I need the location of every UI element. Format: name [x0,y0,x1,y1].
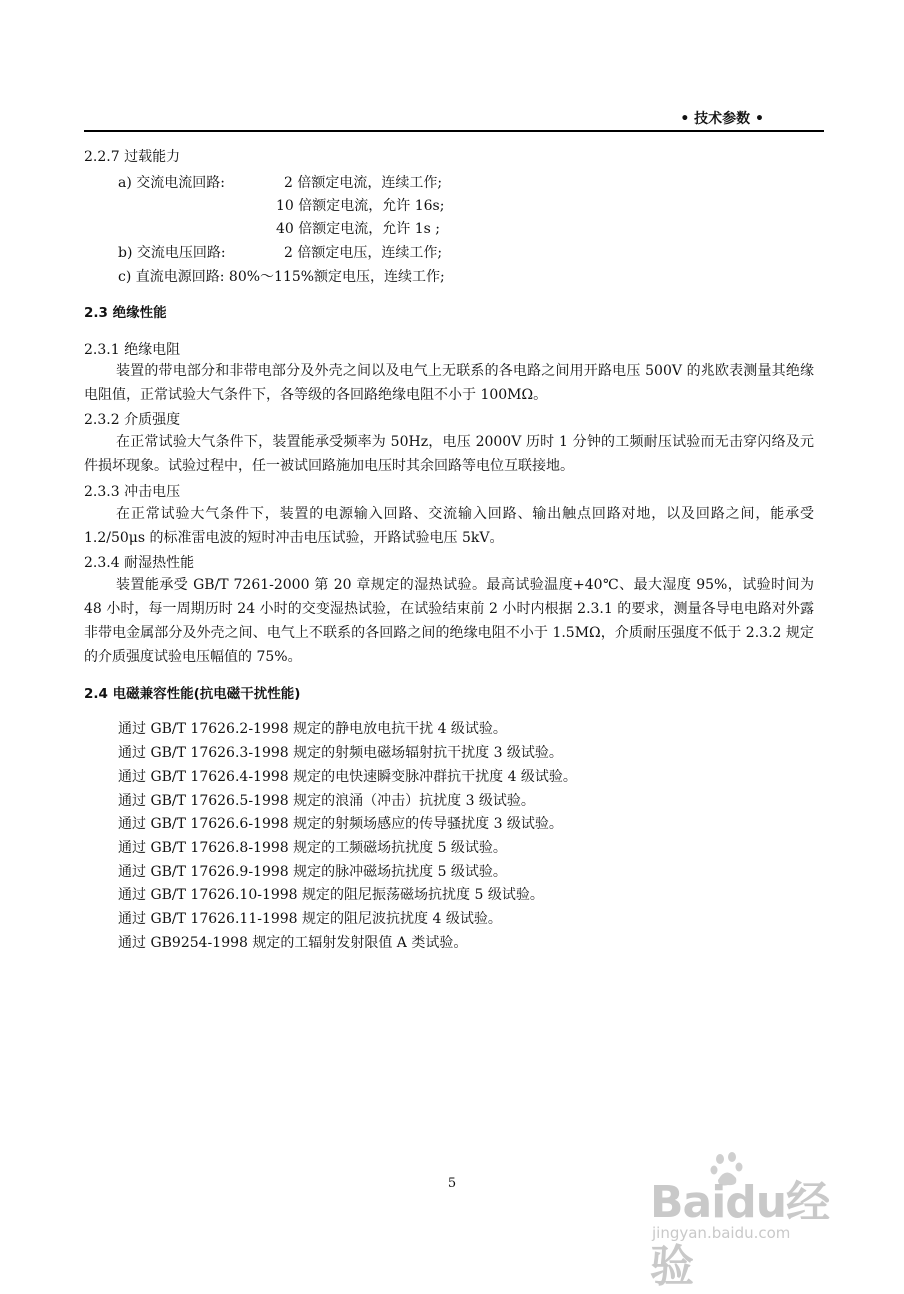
emc-item: 通过 GB/T 17626.6-1998 规定的射频场感应的传导骚扰度 3 级试验。 [118,816,563,832]
overload-b-label: b) 交流电压回路: [118,245,226,261]
section-2-4-heading: 2.4 电磁兼容性能(抗电磁干扰性能) [84,686,301,702]
section-2-3-3-text: 在正常试验大气条件下，装置的电源输入回路、交流输入回路、输出触点回路对地，以及回路之间，能承受 1.2/50μs 的标准雷电波的短时冲击电压试验，开路试验电压 5kV。 [84,506,814,546]
overload-a-line-3: 40 倍额定电流，允许 1s ; [276,221,440,237]
header-rule [84,130,824,132]
watermark-logo: Baidu经验 [650,1177,830,1292]
page-number: 5 [447,1176,457,1191]
section-2-3-heading: 2.3 绝缘性能 [84,305,167,321]
section-2-3-1-text: 装置的带电部分和非带电部分及外壳之间以及电气上无联系的各电路之间用开路电压 500V 的兆欧表测量其绝缘电阻值，正常试验大气条件下，各等级的各回路绝缘电阻不小于 100MΩ。 [84,363,814,403]
overload-a-label: a) 交流电流回路: [118,175,225,191]
emc-item: 通过 GB9254-1998 规定的工辐射发射限值 A 类试验。 [118,935,468,951]
section-2-2-7-heading: 2.2.7 过载能力 [84,149,181,165]
section-2-3-4-heading: 2.3.4 耐湿热性能 [84,555,195,571]
emc-item: 通过 GB/T 17626.4-1998 规定的电快速瞬变脉冲群抗干扰度 4 级试验。 [118,769,577,785]
section-2-3-2-text: 在正常试验大气条件下，装置能承受频率为 50Hz，电压 2000V 历时 1 分钟的工频耐压试验而无击穿闪络及元件损坏现象。试验过程中，任一被试回路施加电压时其余回路等电位互联接地。 [84,434,814,474]
emc-item: 通过 GB/T 17626.8-1998 规定的工频磁场抗扰度 5 级试验。 [118,840,507,856]
section-2-3-4-text: 装置能承受 GB/T 7261-2000 第 20 章规定的湿热试验。最高试验温度+40℃、最大湿度 95%，试验时间为 48 小时，每一周期历时 24 小时的交变湿热试验，在试验结束前 2 小时内根据 2.3.1 的要求，测量各导电电路对外露非带电金属部分及外壳之间、电气上不联系的各回路之间的绝缘电阻不小于 1.5MΩ，介质耐压强度不低于 2.3.2 规定的介质强度试验电压幅值的 75%。 [84,577,814,665]
overload-a-line-1: 2 倍额定电流，连续工作; [284,175,443,191]
baidu-watermark [636,1150,866,1292]
emc-item: 通过 GB/T 17626.5-1998 规定的浪涌（冲击）抗扰度 3 级试验。 [118,793,535,809]
section-2-3-1-heading: 2.3.1 绝缘电阻 [84,342,181,358]
overload-c-line: c) 直流电源回路: 80%～115%额定电压，连续工作; [118,269,445,285]
section-2-3-3-heading: 2.3.3 冲击电压 [84,484,181,500]
emc-item: 通过 GB/T 17626.9-1998 规定的脉冲磁场抗扰度 5 级试验。 [118,864,507,880]
section-2-3-2-heading: 2.3.2 介质强度 [84,412,181,428]
overload-a-line-2: 10 倍额定电流，允许 16s; [276,198,445,214]
page-header-title: • 技术参数 • [680,111,764,127]
emc-item: 通过 GB/T 17626.2-1998 规定的静电放电抗干扰 4 级试验。 [118,721,507,737]
emc-item: 通过 GB/T 17626.10-1998 规定的阻尼振荡磁场抗扰度 5 级试验。 [118,887,544,903]
watermark-url: jingyan.baidu.com [652,1224,791,1242]
emc-item: 通过 GB/T 17626.3-1998 规定的射频电磁场辐射抗干扰度 3 级试验。 [118,745,563,761]
overload-b-line-1: 2 倍额定电压，连续工作; [284,245,443,261]
emc-item: 通过 GB/T 17626.11-1998 规定的阻尼波抗扰度 4 级试验。 [118,911,502,927]
